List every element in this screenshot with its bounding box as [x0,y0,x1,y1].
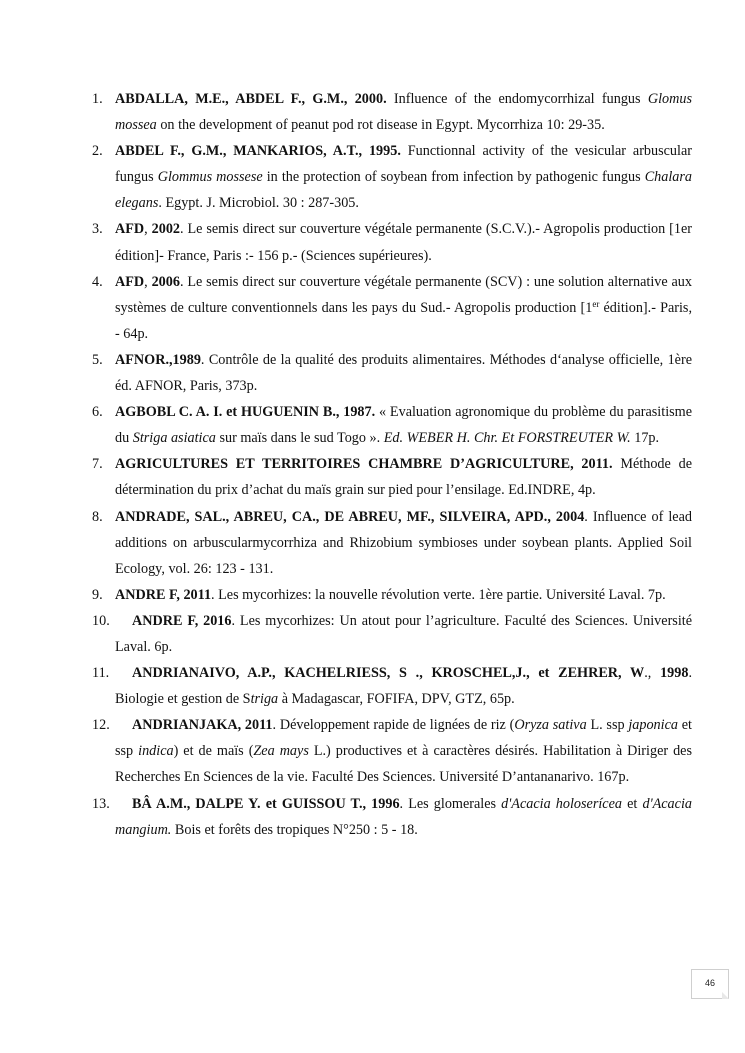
reference-text: . Le semis direct sur couverture végétale permanente (SCV) : une solution alternative aux systèmes de culture conventionnels dans les pays du Sud.- Agropolis production [1 [115,273,692,316]
reference-item [92,582,692,608]
reference-number: 11. [92,665,110,682]
reference-italic-text: Striga asiatica [132,430,216,447]
page-number: 46 [704,978,715,988]
reference-text: , [144,273,152,290]
reference-authors-year: AFNOR.,1989 [115,351,201,368]
reference-text: Functionnal activity of the vesicular arbuscular fungus [115,143,692,186]
reference-item [92,791,692,843]
reference-authors-year: ABDALLA, M.E., ABDEL F., G.M., 2000. [115,91,387,107]
reference-item [92,138,692,216]
reference-number: 1. [92,91,103,107]
reference-text: er [592,298,600,309]
reference-authors-year: BÂ A.M., DALPE Y. et GUISSOU T., 1996 [132,795,400,812]
page-number-box [691,969,729,999]
reference-authors-year: ANDRE F, 2016 [132,612,232,629]
reference-text: . Les mycorhizes: la nouvelle révolution verte. 1ère partie. Université Laval. 7p. [211,586,666,603]
reference-number: 13. [92,795,110,812]
reference-italic-text: d'Acacia holoserícea [501,795,622,812]
reference-number: 3. [92,221,103,238]
reference-italic-text: indica [138,743,174,760]
reference-number: 10. [92,612,110,629]
reference-number: 6. [92,404,103,421]
reference-italic-text: triga [250,691,279,708]
reference-authors-year: ANDRIANAIVO, A.P., KACHELRIESS, S ., KROSCHEL,J., et ZEHRER, W [132,665,645,682]
reference-text: ) et de maïs ( [173,743,254,760]
reference-list [92,86,692,843]
reference-number: 4. [92,273,103,290]
reference-italic-text: japonica [628,717,678,734]
reference-text: Bois et forêts des tropiques N°250 : 5 - 18. [171,821,418,838]
reference-authors-year: 2002 [151,221,181,238]
reference-authors-year: ANDRIANJAKA, 2011 [132,717,273,734]
reference-item [92,86,692,138]
reference-authors-year: AFD [115,221,145,238]
reference-text: à Madagascar, FOFIFA, DPV, GTZ, 65p. [278,691,515,708]
reference-number: 8. [92,508,103,525]
reference-item [92,451,692,503]
reference-text: on the development of peanut pod rot disease in Egypt. Mycorrhiza 10: 29-35. [156,117,605,134]
reference-item [92,712,692,790]
reference-text: L. ssp [586,717,629,734]
reference-text: . Les glomerales [399,795,502,812]
reference-text: . Egypt. J. Microbiol. 30 : 287-305. [158,195,359,212]
reference-authors-year: AFD [115,273,145,290]
reference-text: . Développement rapide de lignées de riz ( [272,717,515,734]
reference-italic-text: Oryza sativa [514,717,587,734]
reference-number: 2. [92,143,103,160]
reference-authors-year: 1998 [660,665,689,682]
reference-text: . Biologie et gestion de S [115,665,692,708]
reference-text: et [622,795,643,812]
reference-item [92,660,692,712]
reference-number: 7. [92,456,103,473]
reference-authors-year: 2006 [151,273,180,290]
reference-text: sur maïs dans le sud Togo ». [215,430,384,447]
reference-text: . Contrôle de la qualité des produits alimentaires. Méthodes d‘analyse officielle, 1ère éd. AFNOR, Paris, 373p. [115,351,692,395]
reference-text: . Le semis direct sur couverture végétale permanente (S.C.V.).- Agropolis production [1er édition]- France, Paris :- 156 p.- (Sciences supérieures). [115,221,692,264]
reference-item [92,504,692,582]
reference-text: et ssp [115,717,692,760]
reference-number: 9. [92,586,103,603]
reference-text: L.) productives et à caractères désirés. Habilitation à Diriger des Recherches En Sciences de la vie. Faculté Des Sciences. Université D’antananarivo. 167p. [115,743,692,786]
reference-italic-text: Zea mays [253,743,309,760]
reference-italic-text: Glommus mossese [157,169,263,186]
reference-item [92,216,692,268]
reference-authors-year: ANDRE F, 2011 [115,586,212,603]
reference-text: , [144,221,152,238]
reference-text: Méthode de détermination du prix d’achat du maïs grain sur pied pour l’ensilage. Ed.INDRE, 4p. [115,456,692,499]
reference-italic-text: Ed. WEBER H. Chr. Et FORSTREUTER W. [383,430,631,447]
reference-authors-year: ANDRADE, SAL., ABREU, CA., DE ABREU, MF., SILVEIRA, APD., 2004 [115,508,585,525]
reference-text: ., [644,665,661,682]
reference-number: 5. [92,351,103,368]
reference-text: Influence of the endomycorrhizal fungus [386,91,648,107]
reference-text: . Les mycorhizes: Un atout pour l’agriculture. Faculté des Sciences. Université Laval. 6p. [115,612,692,655]
reference-item [92,608,692,660]
reference-item [92,347,692,399]
reference-text: in the protection of soybean from infection by pathogenic fungus [262,169,645,186]
reference-text: 17p. [630,430,660,447]
reference-authors-year: AGRICULTURES ET TERRITOIRES CHAMBRE D’AGRICULTURE, 2011. [115,456,613,473]
reference-text: « Evaluation agronomique du problème du parasitisme du [115,404,692,447]
reference-italic-text: Glomus mossea [115,91,692,134]
reference-item [92,269,692,347]
reference-text: . Influence of lead additions on arbuscularmycorrhiza and Rhizobium symbioses under soybean plants. Applied Soil Ecology, vol. 26: 123 - 131. [115,508,692,577]
reference-authors-year: ABDEL F., G.M., MANKARIOS, A.T., 1995. [115,143,401,160]
reference-item [92,399,692,451]
reference-authors-year: AGBOBL C. A. I. et HUGUENIN B., 1987. [115,404,376,421]
reference-number: 12. [92,717,110,734]
reference-italic-text: Chalara elegans [115,169,693,212]
reference-italic-text: d'Acacia mangium. [115,795,692,838]
reference-text: édition].- Paris, - 64p. [115,299,693,342]
